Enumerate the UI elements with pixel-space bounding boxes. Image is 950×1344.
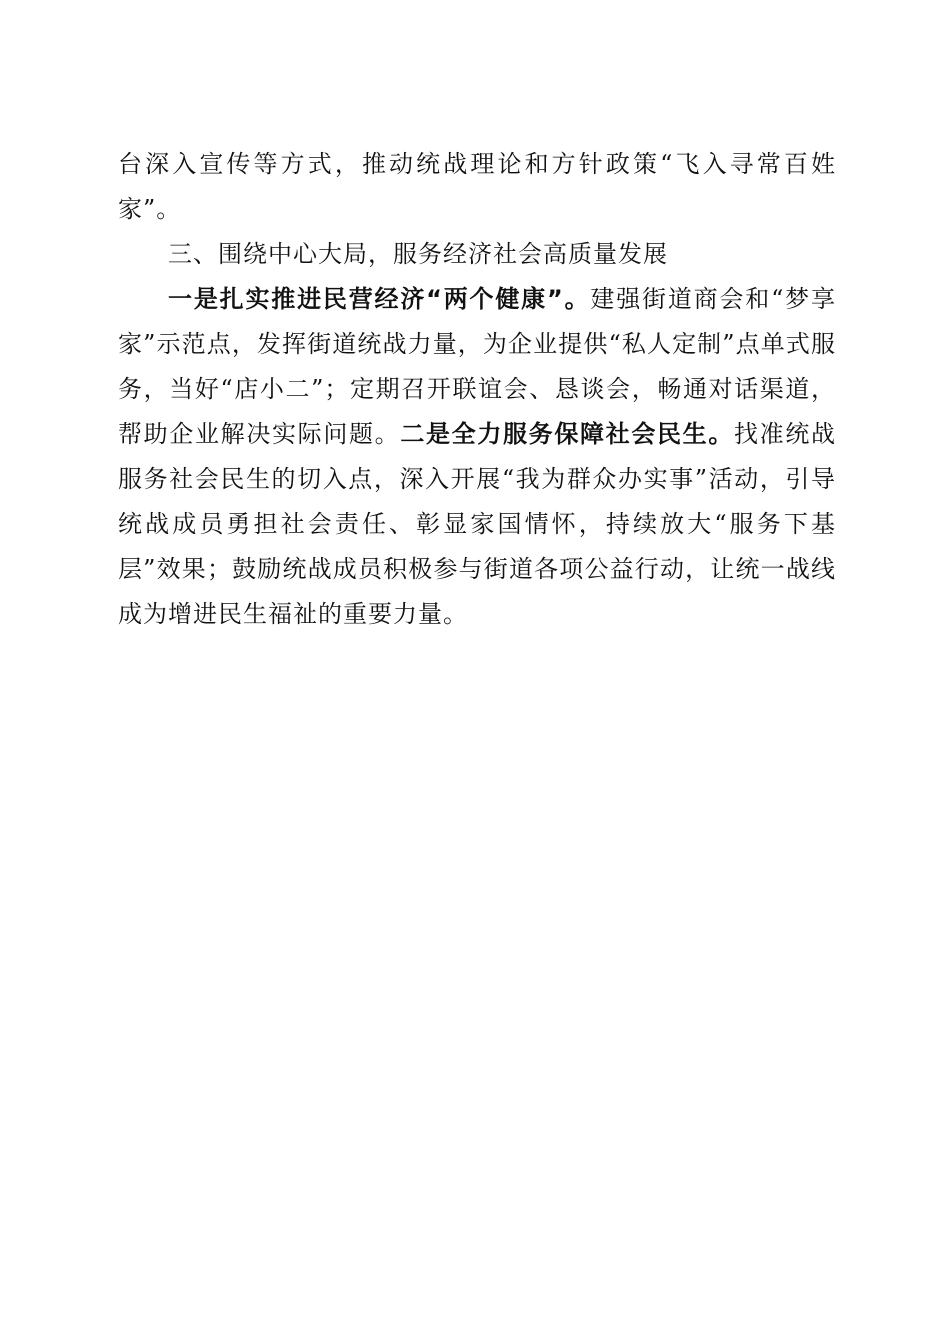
point-one-title: 一是扎实推进民营经济“两个健康”。: [168, 285, 591, 313]
point-two-title: 二是全力服务保障社会民生。: [400, 420, 735, 448]
point-two-text: 找准统战服务社会民生的切入点，深入开展“我为群众办实事”活动，引导统战成员勇担社会责任、彰显家国情怀，持续放大“服务下基层”效果；鼓励统战成员积极参与街道各项公益行动，让统一战线成为增进民生福祉的重要力量。: [118, 420, 837, 628]
paragraph-economy-livelihood: [118, 277, 836, 637]
document-body: [118, 142, 836, 637]
section-heading: 三、围绕中心大局，服务经济社会高质量发展: [168, 240, 668, 268]
paragraph-continuation: 台深入宣传等方式，推动统战理论和方针政策“飞入寻常百姓家”。: [118, 150, 836, 223]
point-one-text: 建强街道商会和“梦享家”示范点，发挥街道统战力量，为企业提供“私人定制”点单式服务，当好“店小二”；定期召开联谊会、恳谈会，畅通对话渠道，帮助企业解决实际问题。: [118, 285, 836, 448]
